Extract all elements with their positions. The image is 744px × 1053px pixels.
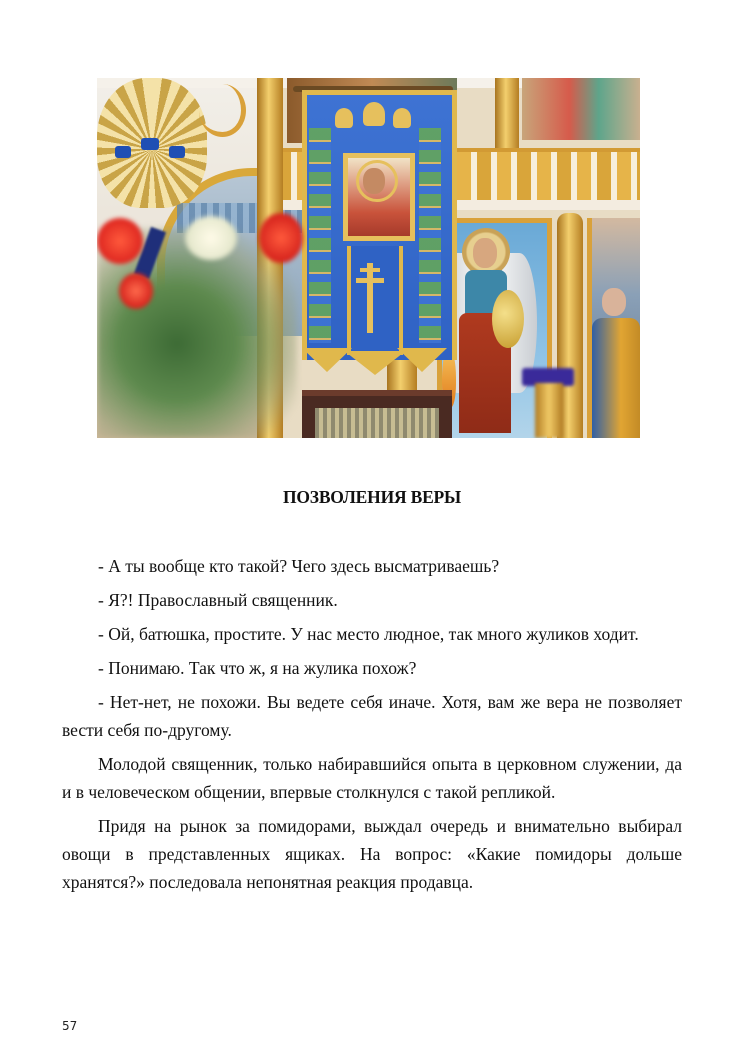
paragraph: Придя на рынок за помидорами, выждал очередь и внимательно выбирал овощи в представленных ящиках. На вопрос: «Какие помидоры дольше хранятся?» последовала непонятная реакция продавца.	[62, 816, 682, 892]
candlestick	[535, 383, 563, 438]
banner-tail-right	[397, 348, 447, 372]
red-rose	[119, 273, 153, 309]
banner-dome	[363, 102, 385, 126]
banner-dome	[335, 108, 353, 128]
lamp-cup	[141, 138, 159, 150]
lamp-cup	[115, 146, 131, 158]
angel-shield	[492, 290, 524, 348]
page-number: 57	[62, 1019, 78, 1033]
paragraph: Молодой священник, только набиравшийся опыта в церковном служении, да и в человеческом общении, впервые столкнулся с такой репликой.	[62, 754, 682, 802]
cross-bar	[360, 268, 380, 272]
banner-vine-left	[309, 128, 331, 343]
paragraph: - Понимаю. Так что ж, я на жулика похож?	[98, 658, 417, 678]
red-rose	[97, 218, 143, 264]
golden-column	[495, 78, 519, 148]
reliquary-ornament	[315, 408, 439, 438]
red-rose	[259, 213, 303, 263]
banner-vine-right	[419, 128, 441, 343]
banner-tail-center-tip	[347, 353, 403, 375]
orthodox-cross-icon	[367, 263, 373, 333]
saint-peter-head	[602, 288, 626, 316]
banner-dome	[393, 108, 411, 128]
white-rose	[185, 216, 237, 260]
paragraph: - Я?! Православный священник.	[98, 590, 338, 610]
church-iconostasis-photo	[97, 78, 640, 438]
upper-icon-right	[522, 78, 640, 140]
paragraph: - А ты вообще кто такой? Чего здесь высматриваешь?	[98, 556, 500, 576]
paragraph: - Ой, батюшка, простите. У нас место людное, так много жуликов ходит.	[98, 624, 639, 644]
saint-peter-robe	[592, 318, 640, 438]
lamp-cup	[169, 146, 185, 158]
chapter-title: ПОЗВОЛЕНИЯ ВЕРЫ	[282, 487, 462, 507]
cross-bar	[356, 278, 384, 283]
article-body	[62, 552, 682, 902]
christ-face	[363, 168, 385, 194]
banner-tail-left	[302, 348, 352, 372]
banner-center-tail	[347, 246, 403, 355]
corner-ornament	[199, 84, 246, 137]
angel-face	[473, 238, 497, 268]
paragraph: - Нет-нет, не похожи. Вы ведете себя иначе. Хотя, вам же вера не позволяет вести себя по-другому.	[62, 692, 682, 740]
